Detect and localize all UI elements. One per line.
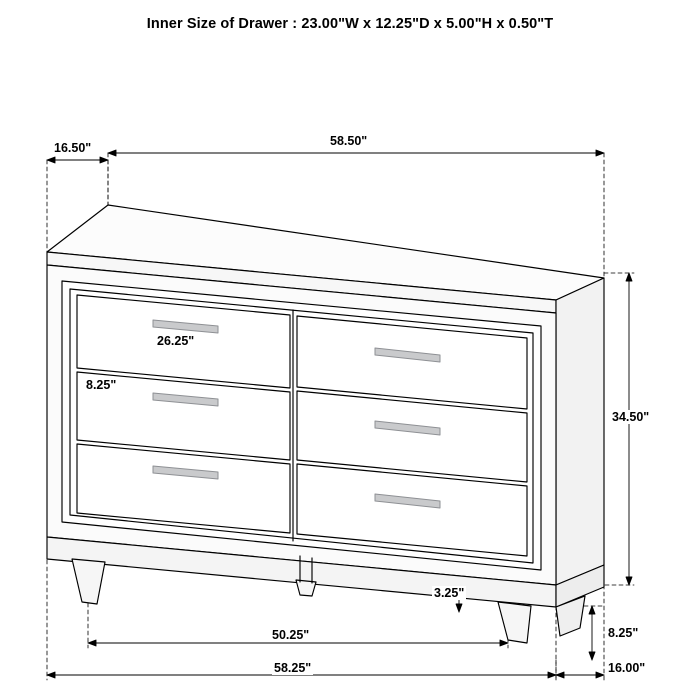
dim-label-width-top: 58.50" xyxy=(330,134,368,148)
dim-label-base-depth: 16.00" xyxy=(608,661,646,675)
page-title: Inner Size of Drawer : 23.00"W x 12.25"D x 5.00"H x 0.50"T xyxy=(146,16,554,32)
dim-label-total-height-right: 34.50" xyxy=(612,410,650,424)
dim-label-base-side-height: 8.25" xyxy=(608,626,639,640)
dim-label-depth-top-left: 16.50" xyxy=(54,141,92,155)
dim-label-base-outer-width: 58.25" xyxy=(274,661,312,675)
dim-label-drawer-width-upper-left: 26.25" xyxy=(157,334,195,348)
dim-label-drawer-height-left: 8.25" xyxy=(86,378,117,392)
dim-label-leg-clearance: 3.25" xyxy=(434,586,465,600)
dim-label-base-inner-width: 50.25" xyxy=(272,628,310,642)
